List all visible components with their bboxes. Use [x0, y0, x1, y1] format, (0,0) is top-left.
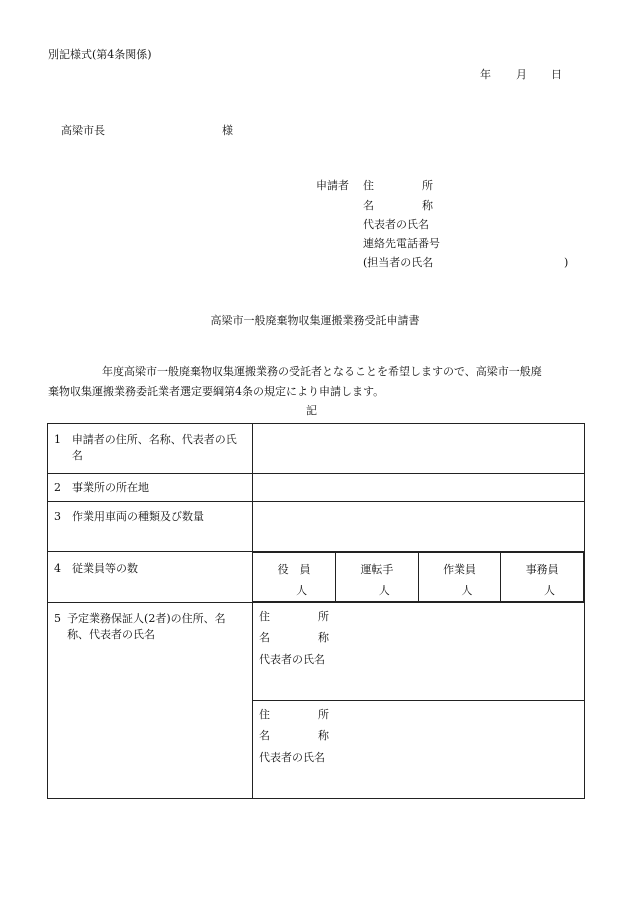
- date-month-label: 月: [516, 68, 527, 81]
- row-label: 従業員等の数: [72, 562, 138, 575]
- applicant-label: 申請者: [316, 179, 349, 192]
- body-text-line-2: 棄物収集運搬業務委託業者選定要綱第4条の規定により申請します。: [48, 385, 385, 398]
- guarantor-rep-label: 代表者の氏名: [259, 751, 325, 764]
- employees-cell: [253, 552, 585, 603]
- row-label-cell: 5 予定業務保証人(2者)の住所、名称、代表者の氏名: [48, 603, 253, 799]
- employee-clerks-cell[interactable]: [501, 553, 584, 602]
- unit-label: 人: [296, 584, 308, 597]
- row-label: 予定業務保証人(2者)の住所、名称、代表者の氏名: [67, 612, 226, 641]
- employee-column-header: 役 員: [277, 563, 311, 576]
- employee-column-header: 事務員: [525, 563, 559, 576]
- applicant-name-label: 名 称: [363, 199, 433, 212]
- row-label-cell: 2 事業所の所在地: [48, 474, 253, 502]
- guarantor-address-label: 住 所: [259, 708, 329, 721]
- table-row: [48, 552, 585, 603]
- vehicles-input-cell[interactable]: [253, 502, 585, 552]
- row-label-cell: 1 申請者の住所、名称、代表者の氏名: [48, 424, 253, 474]
- employee-column-header: 運転手: [360, 563, 394, 576]
- ki-heading: 記: [306, 404, 317, 417]
- row-label: 申請者の住所、名称、代表者の氏名: [71, 433, 237, 462]
- row-label-cell: 4 従業員等の数: [48, 552, 253, 603]
- guarantor-2-cell[interactable]: [253, 701, 585, 799]
- table-row: [48, 424, 585, 474]
- guarantor-1-cell[interactable]: [253, 603, 585, 701]
- row-label: 事業所の所在地: [72, 481, 149, 494]
- employee-drivers-cell[interactable]: [336, 553, 419, 602]
- addressee-name: 高梁市長: [61, 124, 105, 137]
- office-location-input-cell[interactable]: [253, 474, 585, 502]
- unit-label: 人: [461, 584, 473, 597]
- row-label: 作業用車両の種類及び数量: [72, 510, 204, 523]
- guarantor-rep-label: 代表者の氏名: [259, 653, 325, 666]
- employee-workers-cell[interactable]: [418, 553, 501, 602]
- table-row: [48, 502, 585, 552]
- employee-column-header: 作業員: [443, 563, 477, 576]
- applicant-address-label: 住 所: [363, 179, 433, 192]
- form-reference: 別記様式(第4条関係): [48, 48, 152, 61]
- applicant-info-input-cell[interactable]: [253, 424, 585, 474]
- applicant-contact-label: (担当者の氏名: [363, 256, 434, 269]
- table-row: [48, 474, 585, 502]
- row-label-cell: 3 作業用車両の種類及び数量: [48, 502, 253, 552]
- table-row: [48, 603, 585, 701]
- date-day-label: 日: [551, 68, 562, 81]
- body-text-line-1: 年度高梁市一般廃棄物収集運搬業務の受託者となることを希望しますので、高梁市一般廃: [102, 365, 542, 378]
- document-title: 高梁市一般廃棄物収集運搬業務受託申請書: [210, 314, 420, 327]
- unit-label: 人: [544, 584, 555, 597]
- applicant-representative-label: 代表者の氏名: [363, 218, 429, 231]
- guarantor-name-label: 名 称: [259, 729, 329, 742]
- employee-officers-cell[interactable]: [253, 553, 336, 602]
- date-year-label: 年: [480, 68, 491, 81]
- guarantor-address-label: 住 所: [259, 610, 329, 623]
- applicant-contact-close: ): [564, 256, 569, 269]
- employees-subtable: [253, 552, 584, 602]
- guarantor-name-label: 名 称: [259, 631, 329, 644]
- unit-label: 人: [378, 584, 390, 597]
- application-table: [47, 423, 585, 799]
- applicant-phone-label: 連絡先電話番号: [363, 237, 440, 250]
- addressee-honorific: 様: [222, 124, 233, 137]
